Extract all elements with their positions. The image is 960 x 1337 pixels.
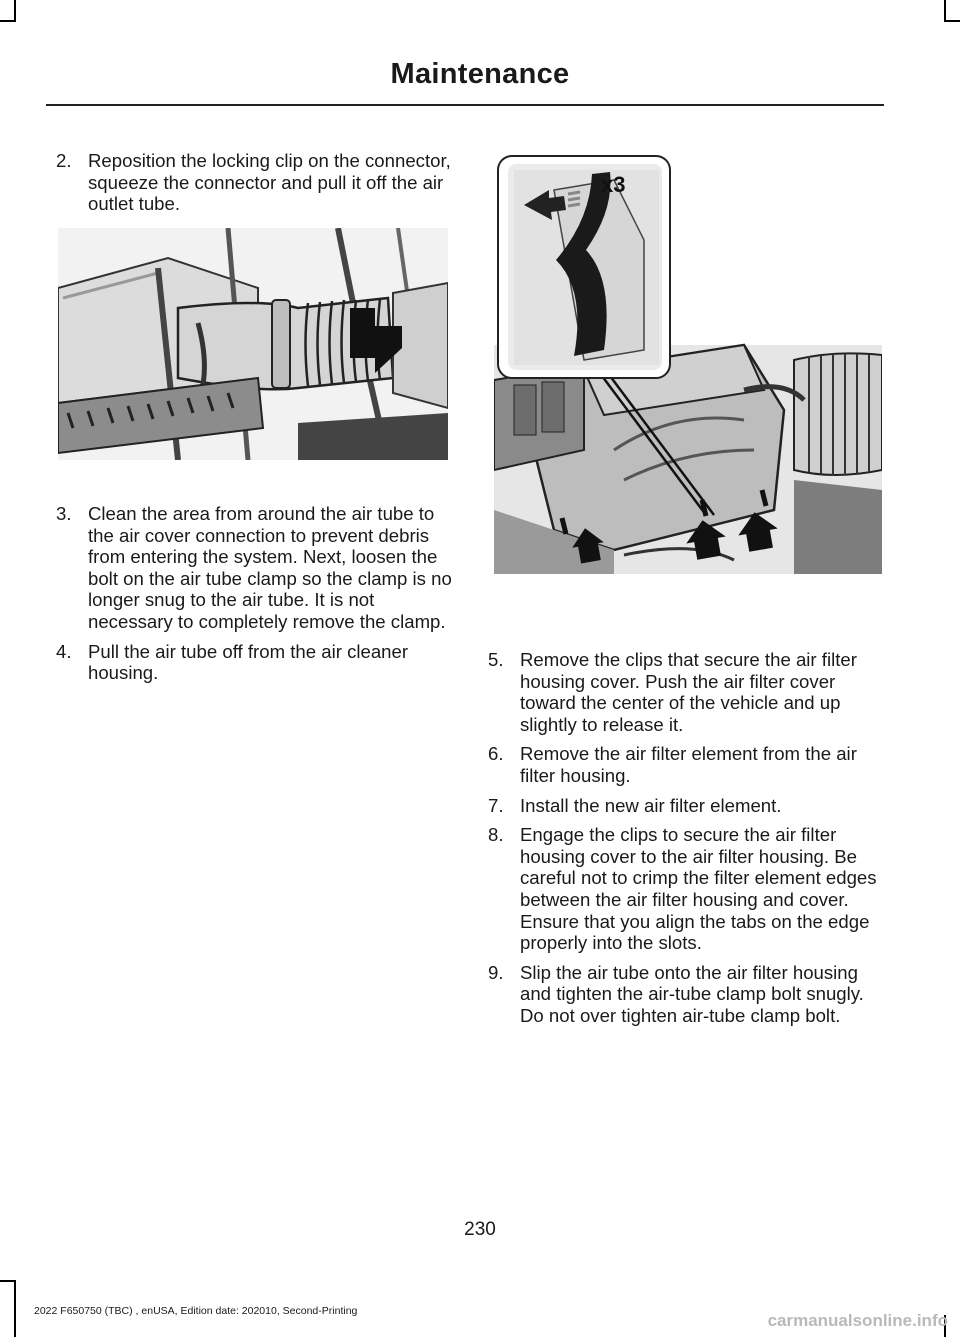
crop-mark: [14, 1280, 16, 1337]
page-number: 230: [464, 1219, 496, 1240]
step-item: 8. Engage the clips to secure the air filter housing cover to the air filter housing. Be careful not to crimp the filter element edges between the air filter housing and cover. Ensure that you align the tabs on the edge properly into the slots.: [488, 824, 877, 954]
step-text: Clean the area from around the air tube to the air cover connection to prevent debris from entering the system. Next, loosen the bolt on the air tube clamp so the clamp is no longer snug to the air tube. It is not necessary to completely remove the clamp.: [88, 503, 452, 632]
step-text: Reposition the locking clip on the connector, squeeze the connector and pull it off the air outlet tube.: [88, 150, 451, 215]
watermark: carmanualsonline.info: [767, 1311, 948, 1330]
page-title: Maintenance: [390, 58, 570, 90]
footer-edition: 2022 F650750 (TBC) , enUSA, Edition date: 202010, Second-Printing: [34, 1305, 358, 1317]
steps-right: [478, 649, 886, 1027]
air-outlet-tube-figure: [58, 228, 448, 460]
step-text: Remove the air filter element from the air filter housing.: [520, 743, 857, 786]
step-text: Slip the air tube onto the air filter housing and tighten the air-tube clamp bolt snugly. Do not over tighten air-tube clamp bolt.: [520, 961, 864, 1026]
step-text: Engage the clips to secure the air filter housing cover to the air filter housing. Be careful not to crimp the filter element edges between the air filter housing and cover. Ensure that you align the tabs on the edge properly into the slots.: [520, 824, 877, 954]
crop-mark: [14, 0, 16, 20]
step-item: 6. Remove the air filter element from the air filter housing.: [488, 743, 857, 786]
step-item: 9. Slip the air tube onto the air filter housing and tighten the air-tube clamp bolt snugly. Do not over tighten air-tube clamp bolt.: [488, 961, 864, 1026]
air-filter-housing-figure: [494, 150, 882, 574]
step-text: Install the new air filter element.: [520, 794, 782, 816]
step-item: 4. Pull the air tube off from the air cleaner housing.: [56, 640, 409, 684]
step-text: Pull the air tube off from the air cleaner housing.: [88, 640, 409, 684]
step-item: 3. Clean the area from around the air tube to the air cover connection to prevent debris from entering the system. Next, loosen the bolt on the air tube clamp so the clamp is no longer snug to the air tube. It is not necessary to completely remove the clamp.: [56, 503, 452, 632]
header-divider: [46, 104, 884, 106]
crop-mark: [0, 1280, 16, 1282]
inset-count-label: x3: [601, 172, 626, 197]
step-item: 7. Install the new air filter element.: [488, 794, 782, 816]
step-item: 5. Remove the clips that secure the air filter housing cover. Push the air filter cover toward the center of the vehicle and up slightly to release it.: [488, 649, 857, 735]
crop-mark: [944, 0, 946, 20]
steps-left-top: [46, 150, 454, 215]
step-text: Remove the clips that secure the air filter housing cover. Push the air filter cover toward the center of the vehicle and up slightly to release it.: [520, 649, 857, 735]
steps-left-bottom: [46, 503, 454, 684]
crop-mark: [944, 20, 960, 22]
crop-mark: [0, 20, 16, 22]
step-item: 2. Reposition the locking clip on the connector, squeeze the connector and pull it off the air outlet tube.: [56, 150, 451, 215]
